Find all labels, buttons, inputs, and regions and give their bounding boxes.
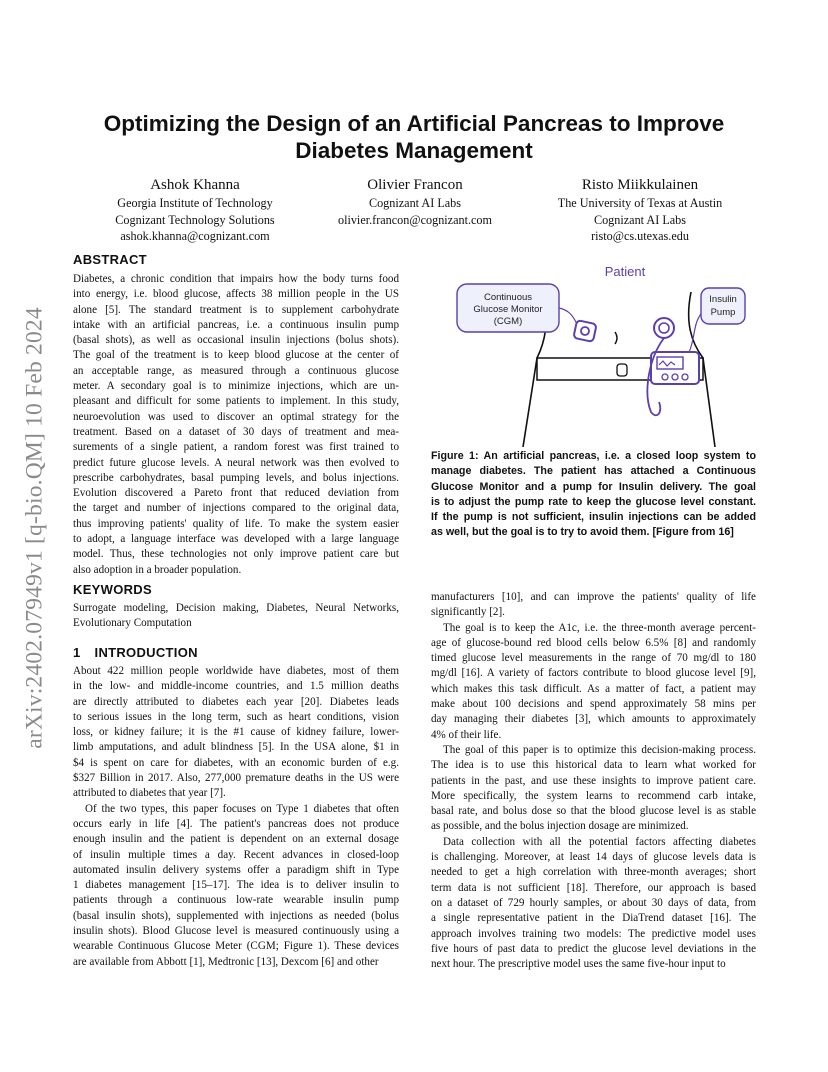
text-line: a single representative patient in the DiaTrend dataset [16]. The	[431, 912, 756, 925]
text-line: also adoption in a broader population.	[73, 563, 242, 576]
section-title: INTRODUCTION	[94, 645, 198, 660]
figure-1-caption	[431, 449, 756, 541]
abstract-heading: ABSTRACT	[73, 252, 147, 267]
text-line: insulin shots). Blood Glucose level is measured continuously using a	[73, 925, 399, 938]
text-line: The goal of the treatment is to keep blood glucose at the center of	[73, 349, 399, 362]
author-block-2	[310, 176, 520, 228]
text-line: attributed to diabetes that year [7].	[73, 787, 226, 800]
text-line: approach involves training two models: The predictive model uses	[431, 927, 756, 940]
text-line: make about 100 decisions and spend approximately 58 mins per	[431, 698, 756, 711]
text-line: Evolution discovered a Pareto front that reduced deviation from	[73, 487, 399, 500]
text-line: About 422 million people worldwide have diabetes, most of them	[73, 665, 399, 677]
keywords-body	[73, 601, 399, 632]
text-line: enough insulin and the patient is dependent on an external dosage	[73, 833, 399, 846]
keywords-heading: KEYWORDS	[73, 582, 152, 597]
text-line: 4% of their life.	[431, 728, 502, 741]
arxiv-identifier	[20, 268, 50, 788]
text-line: manage diabetes. The patient has attached a Continuous	[431, 465, 756, 478]
text-line: Of the two types, this paper focuses on Type 1 diabetes that often	[85, 802, 399, 815]
right-column-text	[431, 590, 756, 972]
text-line: day managing their diabetes [3], which amounts to approximately	[431, 713, 756, 726]
text-line: loss, or kidney failure; it is the #1 cause of kidney failure, lower-	[73, 726, 399, 739]
text-line: patients in the past, and use these insights to improve patient care.	[431, 774, 756, 787]
text-line: manufacturers [10], and can improve the patients' quality of life	[431, 591, 756, 603]
paper-title: Optimizing the Design of an Artificial Pancreas to Improve Diabetes Management	[103, 111, 725, 163]
text-line: treatment. Based on a dataset of 30 days of treatment and mea-	[73, 425, 399, 438]
text-line: (basal shots), as well as occasional insulin injections (bolus shots).	[73, 334, 399, 347]
text-line: to adopt, a language interface was developed with a large language	[73, 533, 399, 546]
text-line: alone [5]. The standard treatment is to supplement carbohydrate	[73, 303, 399, 316]
text-line: patients through a continuous low-rate wearable insulin pump	[73, 894, 399, 907]
pump-label-line: Insulin	[709, 294, 737, 305]
text-line: More specifically, the system learns to recommend carb intake,	[431, 789, 756, 802]
text-line: If the pump is not sufficient, insulin injections can be added	[431, 511, 756, 524]
author-affiliation: Georgia Institute of Technology	[117, 196, 273, 210]
text-line: Data collection with all the potential factors affecting diabetes	[443, 835, 756, 848]
text-line: timed glucose level measurements in the range of 70 mg/dl to 180	[431, 652, 756, 665]
text-line: is to adjust the pump rate to keep the glucose level constant.	[431, 495, 756, 508]
text-line: in the low- and middle-income countries, and 1.5 million deaths	[73, 680, 399, 693]
text-line: Surrogate modeling, Decision making, Diabetes, Neural Networks,	[73, 602, 399, 614]
author-affiliation: Cognizant AI Labs	[593, 212, 687, 227]
text-line: which makes this task difficult. As a matter of fact, a patient may	[431, 682, 756, 695]
author-block-3	[530, 176, 750, 245]
text-line: thus improving patients' quality of life. To make the system easier	[73, 517, 399, 530]
text-line: of insulin multiple times a day. Recent advances in closed-loop	[73, 848, 399, 861]
text-line: predict future glucose levels. A neural network was then evolved to	[73, 456, 399, 469]
belt-buckle	[617, 364, 627, 376]
cgm-label-line: Continuous	[483, 292, 533, 303]
text-line: to serious issues in the long term, such as heart conditions, vision	[73, 710, 399, 723]
pump-label-line: Pump	[710, 307, 736, 318]
text-line: is challenging. Moreover, at least 14 days of glucose levels data is	[431, 851, 756, 864]
text-line: prescribe carbohydrates, basal pumping levels, and bolus injections.	[73, 471, 399, 484]
text-line: mg/dl [16]. A variety of factors contribute to blood glucose level [9],	[431, 667, 756, 680]
text-line: next hour. The prescriptive model uses the same five-hour input to	[431, 958, 726, 971]
text-line: significantly [2].	[431, 606, 505, 619]
patient-label: Patient	[604, 264, 646, 279]
text-line: age of glucose-bound red blood cells below 6.5% [8] and randomly	[431, 636, 756, 649]
paragraph	[73, 802, 399, 970]
author-affiliation: The University of Texas at Austin	[557, 196, 723, 210]
figure-1-illustration	[453, 262, 755, 447]
text-line: automated insulin delivery systems offer a paradigm shift in Type	[73, 863, 399, 876]
text-line: Glucose Monitor and a pump for Insulin delivery. The goal	[431, 480, 756, 493]
text-line: occurs early in life [4]. The patient's pancreas does not produce	[73, 817, 399, 830]
text-line: Figure 1: An artificial pancreas, i.e. a closed loop system to	[431, 450, 756, 462]
text-line: $327 Billion in 2017. Also, 277,000 premature deaths in the US were	[73, 772, 399, 785]
text-line: The idea is to use this historical data to learn what worked for	[431, 759, 756, 772]
text-line: an acceptable range, as measured through a continuous glucose	[73, 364, 399, 377]
author-affiliation: Cognizant AI Labs	[368, 196, 462, 210]
cgm-label-line: (CGM)	[493, 316, 523, 327]
cgm-label-line: Glucose Monitor	[473, 304, 543, 315]
navel	[615, 332, 617, 344]
text-line: Evolutionary Computation	[73, 617, 192, 630]
text-line: five hours of past data to predict the glucose level deviations in the	[431, 942, 756, 955]
text-line: 1 diabetes management [15–17]. The idea is to deliver insulin to	[73, 879, 399, 892]
author-name: Ashok Khanna	[150, 177, 240, 193]
text-line: term data is not sufficient [18]. Therefore, our approach is based	[431, 881, 756, 894]
text-line: intake with an artificial pancreas, i.e. a continuous insulin pump	[73, 318, 399, 331]
author-affiliation: Cognizant Technology Solutions	[115, 212, 275, 227]
author-block-1	[90, 176, 300, 245]
section-heading-introduction	[73, 645, 198, 660]
text-line: (basal insulin shots), supplemented with injections as needed (bolus	[73, 909, 399, 922]
text-line: neuroevolution was used to discover an optimal strategy for the	[73, 410, 399, 423]
text-line: The goal is to keep the A1c, i.e. the three-month average percent-	[443, 621, 756, 634]
text-line: surements of a single patient, a random forest was first trained to	[73, 441, 399, 454]
text-line: model. Thus, these technologies not only improve patient care but	[73, 548, 399, 561]
text-line: the target and number of injections compared to the original data,	[73, 502, 399, 515]
text-line: meter. A secondary goal is to minimize injections, which are un-	[73, 380, 399, 393]
text-line: into energy, i.e. blood glucose, affects 38 million people in the US	[73, 288, 399, 301]
text-line: as well, but the goal is to try to avoid them. [Figure from 16]	[431, 526, 734, 539]
text-line: are available from Abbott [1], Medtronic [13], Dexcom [6] and other	[73, 955, 379, 968]
paragraph	[431, 621, 756, 743]
text-line: limb amputations, and adult blindness [5]. In the USA alone, $1 in	[73, 741, 399, 754]
author-email: olivier.francon@cognizant.com	[337, 212, 493, 227]
intro-paragraphs	[73, 664, 399, 970]
author-email: risto@cs.utexas.edu	[591, 229, 689, 243]
text-line: Diabetes, a chronic condition that impairs how the body turns food	[73, 273, 399, 285]
text-line: on a dataset of 729 hourly samples, or about 30 days of data, from	[431, 896, 756, 909]
paragraph	[73, 664, 399, 802]
author-name: Risto Miikkulainen	[581, 177, 699, 193]
text-line: needed to get a high correlation with three-month averages; short	[431, 866, 756, 879]
paragraph	[431, 743, 756, 835]
author-email: ashok.khanna@cognizant.com	[120, 229, 270, 243]
arxiv-id-text: arXiv:2402.07949v1 [q-bio.QM] 10 Feb 2024	[21, 307, 48, 749]
author-name: Olivier Francon	[367, 177, 463, 193]
paragraph	[431, 835, 756, 973]
text-line: are directly attributed to diabetes each year [20]. Diabetes leads	[73, 695, 399, 708]
text-line: as possible, and the bolus injection dosage are minimized.	[431, 820, 689, 833]
pump-callout	[689, 288, 745, 352]
text-line: basal rate, and bolus dose so that the blood glucose level is as stable	[431, 805, 756, 818]
text-line: pleasant and difficult for some patients to implement. In this study,	[73, 395, 399, 408]
paragraph	[431, 590, 756, 621]
text-line: wearable Continuous Glucose Meter (CGM; Figure 1). These devices	[73, 940, 399, 953]
abstract-body	[73, 272, 399, 578]
text-line: The goal of this paper is to optimize this decision-making process.	[443, 743, 756, 756]
section-number: 1	[73, 645, 81, 660]
cgm-callout	[457, 284, 577, 332]
text-line: $4 is spent on care for diabetes, with an economic burden of e.g.	[73, 756, 399, 769]
